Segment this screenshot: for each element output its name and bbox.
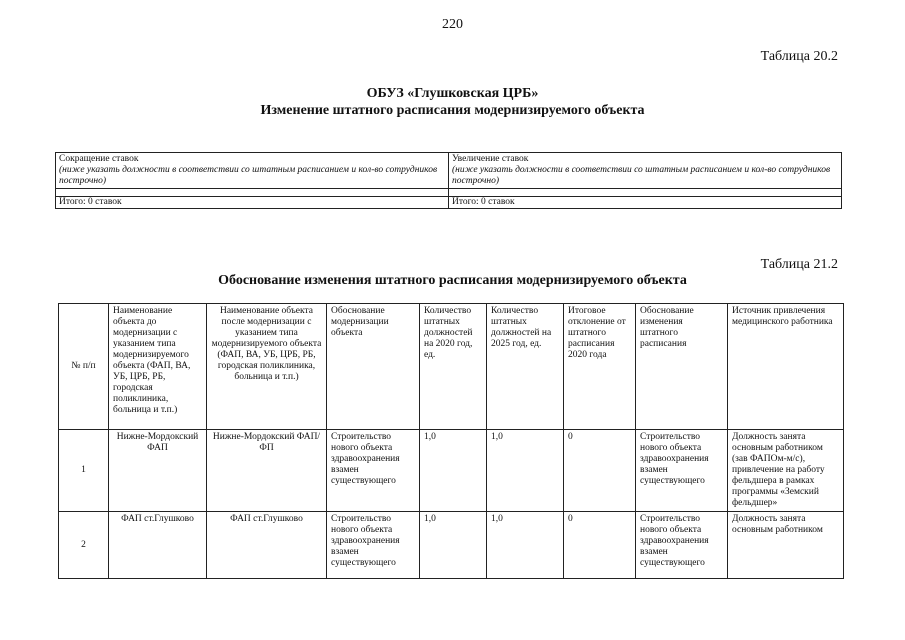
object-after: ФАП ст.Глушково xyxy=(207,512,327,579)
reduction-total: Итого: 0 ставок xyxy=(56,197,449,209)
object-after: Нижне-Мордокский ФАП/ФП xyxy=(207,430,327,512)
staffing-change-header-row xyxy=(56,153,842,189)
increase-header: Увеличение ставок xyxy=(452,154,529,164)
column-header-after: Наименование объекта после модернизации с указанием типа модернизируемого объекта (ФАП, ВА, УБ, ЦРБ, РБ, городская поликлиника, больница и т.п.) xyxy=(207,304,327,430)
column-header-justification: Обоснование модернизации объекта xyxy=(327,304,420,430)
table-label-21-2: Таблица 21.2 xyxy=(760,257,838,272)
deviation: 0 xyxy=(564,512,636,579)
row-number: 1 xyxy=(59,430,109,512)
change-reason: Строительство нового объекта здравоохранения взамен существующего xyxy=(636,430,728,512)
table-row xyxy=(59,430,844,512)
column-header-before: Наименование объекта до модернизации с указанием типа модернизируемого объекта (ФАП, ВА, УБ, ЦРБ, РБ, городская поликлиника, больница и т.п.) xyxy=(109,304,207,430)
increase-header-cell xyxy=(449,153,842,189)
staffing-change-empty-row xyxy=(56,189,842,197)
reduction-note: (ниже указать должности в соответствии со штатным расписанием и кол-во сотрудников построчно) xyxy=(59,165,438,186)
table-2-title: Обоснование изменения штатного расписания модернизируемого объекта xyxy=(218,273,687,288)
column-header-deviation: Итоговое отклонение от штатного расписания 2020 года xyxy=(564,304,636,430)
organization-title: ОБУЗ «Глушковская ЦРБ» xyxy=(366,86,539,101)
column-header-source: Источник привлечения медицинского работника xyxy=(728,304,844,430)
deviation: 0 xyxy=(564,430,636,512)
table-label-20-2: Таблица 20.2 xyxy=(760,49,838,64)
count-2020: 1,0 xyxy=(420,430,487,512)
table-row xyxy=(59,512,844,579)
worker-source: Должность занята основным работником xyxy=(728,512,844,579)
document-heading xyxy=(0,85,905,119)
count-2025: 1,0 xyxy=(487,430,564,512)
object-before: Нижне-Мордокский ФАП xyxy=(109,430,207,512)
column-header-number: № п/п xyxy=(59,304,109,430)
staffing-change-table xyxy=(55,152,842,209)
page-number: 220 xyxy=(442,17,463,32)
count-2025: 1,0 xyxy=(487,512,564,579)
change-reason: Строительство нового объекта здравоохранения взамен существующего xyxy=(636,512,728,579)
column-header-count-2025: Количество штатных должностей на 2025 год, ед. xyxy=(487,304,564,430)
column-header-count-2020: Количество штатных должностей на 2020 год, ед. xyxy=(420,304,487,430)
increase-total: Итого: 0 ставок xyxy=(449,197,842,209)
worker-source: Должность занята основным работником (зав ФАПОм-м/с), привлечение на работу фельдшера в рамках программы «Земский фельдшер» xyxy=(728,430,844,512)
reduction-header-cell xyxy=(56,153,449,189)
modernization-justification: Строительство нового объекта здравоохранения взамен существующего xyxy=(327,512,420,579)
table-1-title: Изменение штатного расписания модернизируемого объекта xyxy=(260,103,645,118)
reduction-empty-cell xyxy=(56,189,449,197)
staffing-justification-table xyxy=(58,303,844,579)
table-header-row xyxy=(59,304,844,430)
reduction-header: Сокращение ставок xyxy=(59,154,139,164)
staffing-change-total-row xyxy=(56,197,842,209)
count-2020: 1,0 xyxy=(420,512,487,579)
modernization-justification: Строительство нового объекта здравоохранения взамен существующего xyxy=(327,430,420,512)
row-number: 2 xyxy=(59,512,109,579)
increase-empty-cell xyxy=(449,189,842,197)
increase-note: (ниже указать должности в соответствии со штатным расписанием и кол-во сотрудников построчно) xyxy=(452,165,831,186)
object-before: ФАП ст.Глушково xyxy=(109,512,207,579)
column-header-change-reason: Обоснование изменения штатного расписания xyxy=(636,304,728,430)
